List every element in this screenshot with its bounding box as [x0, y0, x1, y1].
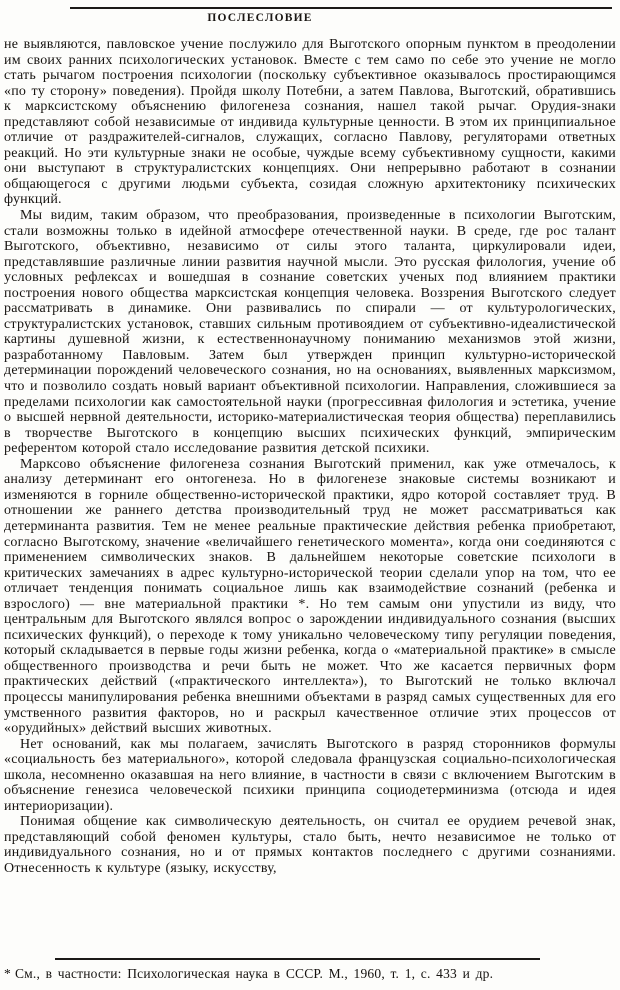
footnote-text: См., в частности: Психологическая наука в СССР. М., 1960, т. 1, с. 433 и др. — [14, 966, 494, 981]
page-title: ПОСЛЕСЛОВИЕ — [207, 12, 313, 24]
paragraph: Мы видим, таким образом, что преобразования, произведенные в психологии Выготским, стали возможны только в идейной атмосфере отечественной науки. В среде, где рос талант Выготского, объективно, независимо от силы этого таланта, циркулировали идеи, представлявшие различные линии развития научной мысли. Это русская филология, учение об условных рефлексах и вошедшая в сознание советских ученых под влиянием практики построения нового общества марксистская концепция человека. Воззрения Выготского следует рассматривать в динамике. Они развивались по спирали — от культурологических, структуралистских установок, ставших сильным противоядием от субъективно-идеалистической картины душевной жизни, к естественнонаучному пониманию механизмов этой жизни, разработанному Павловым. Затем был утвержден принцип культурно-исторической детерминации порождений человеческого сознания, но на основаниях, выявленных марксизмом, что и позволило создать новый вариант объективной психологии. Направления, сложившиеся за пределами психологии как самостоятельной науки (прогрессивная филология и эстетика, учение о высшей нервной деятельности, историко-материалистическая теория общества) переплавились в творчестве Выготского в концепцию высших психических функций, эмпирическим референтом которой стало исследование развития детской психики. — [4, 208, 616, 457]
paragraph: Марксово объяснение филогенеза сознания Выготский применил, как уже отмечалось, к анализу детерминант его онтогенеза. Но в филогенезе знаковые системы возникают и изменяются в горниле общественно-исторической практики, ядро которой составляет труд. В отношении же раннего детства производительный труд не может рассматриваться как детерминанта развития. Тем не менее реальные практические действия ребенка приобретают, согласно Выготскому, значение «величайшего генетического момента», когда они соединяются с применением символических знаков. В дальнейшем некоторые советские психологи в критических замечаниях в адрес культурно-исторической теории сделали упор на том, что ее отличает тенденция понимать социальное лишь как взаимодействие сознаний (ребенка и взрослого) — вне материальной практики *. Но тем самым они упустили из виду, что центральным для Выготского являлся вопрос о зарождении индивидуального сознания (высших психических функций), о переходе к тому уникально человеческому типу регуляции поведения, который складывается в первые годы жизни ребенка, когда о «материальной практике» в смысле общественного производства и речи быть не может. Что же касается первичных форм практических действий («практического интеллекта»), то Выготский не только включал процессы манипулирования ребенка внешними объектами в разряд самых существенных для его умственного развития факторов, но и раскрыл качественное отличие этих процессов от «орудийных» действий высших животных. — [4, 456, 616, 737]
paragraph: Нет оснований, как мы полагаем, зачислять Выготского в разряд сторонников формулы «социальность без материального», которой следовала французская социально-психологическая школа, несомненно оказавшая на него влияние, в частности в связи с включением Выготским в объяснение генезиса человеческой психики принципа социодетерминизма (отсюда и идея интериоризации). — [4, 736, 616, 814]
paragraph: не выявляются, павловское учение послужило для Выготского опорным пунктом в преодолении им своих ранних психологических установок. Вместе с тем само по себе это учение не могло стать рычагом построения психологии (поскольку субъективное оказывалось простирающимся «по ту сторону» поведения). Пройдя школу Потебни, а затем Павлова, Выготский, обратившись к марксистскому объяснению филогенеза сознания, нашел такой рычаг. Орудия-знаки представляют собой независимые от индивида культурные ценности. В этом их принципиальное отличие от раздражителей-сигналов, служащих, согласно Павлову, регуляторами ответных реакций. Но эти культурные знаки не особые, чуждые всему субъективному сущности, какими они выступают в структуралистских концепциях. Они непрерывно работают в сознании общающегося с другими людьми субъекта, созидая сложную архитектонику психических функций. — [4, 37, 616, 208]
footnote-marker: * — [4, 966, 11, 981]
footnote — [4, 966, 616, 982]
paragraph: Понимая общение как символическую деятельность, он считал ее орудием речевой знак, представляющий собой феномен культуры, стало быть, нечто независимое не только от индивидуального сознания, но и от прямых контактов последнего с другими сознаниями. Отнесенность к культуре (языку, искусству, — [4, 814, 616, 876]
body-text — [4, 37, 616, 877]
header-rule — [70, 7, 612, 9]
footnote-rule — [55, 958, 540, 960]
